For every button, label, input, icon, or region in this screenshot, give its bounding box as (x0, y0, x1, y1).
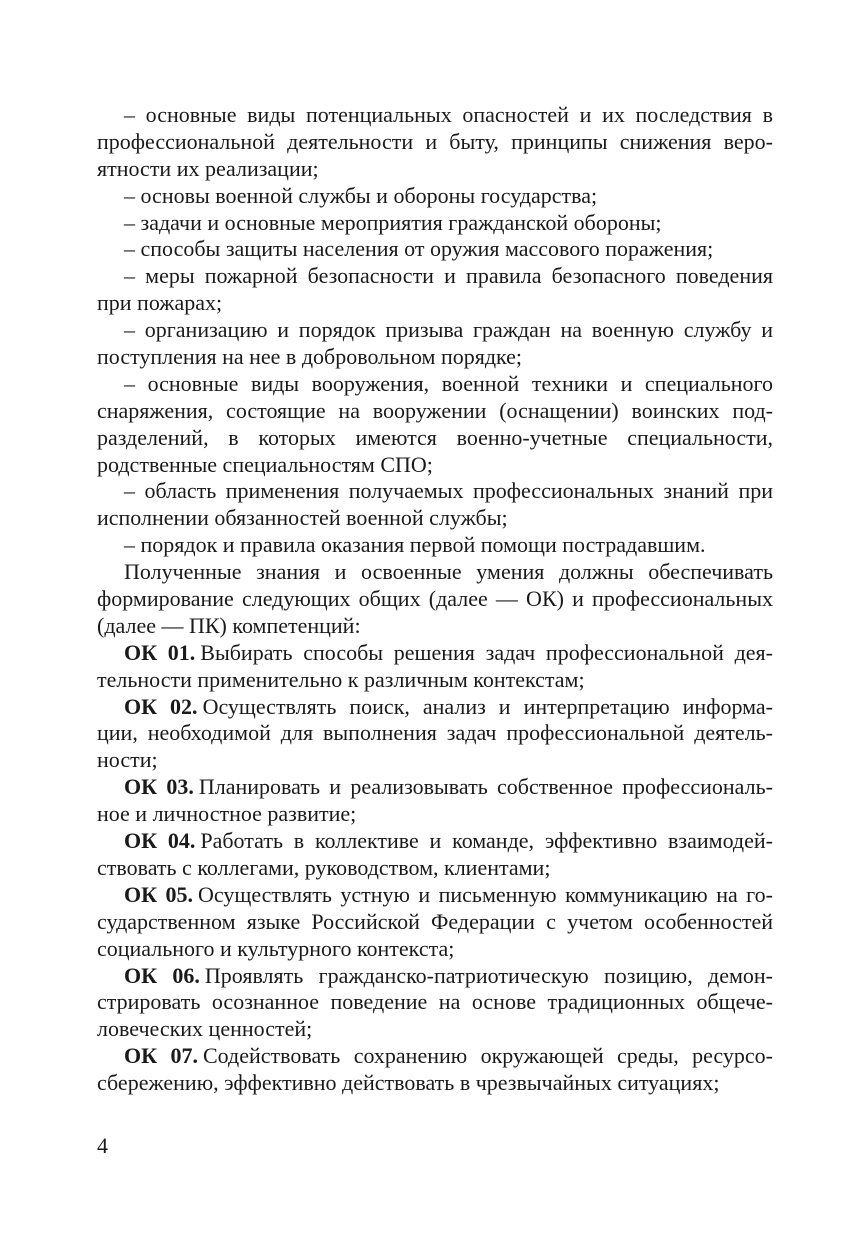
text-line (97, 236, 773, 263)
competency-paragraph (97, 694, 773, 775)
text-line (97, 667, 773, 694)
text-line (97, 720, 773, 747)
paragraph (97, 236, 773, 263)
line-text: Работать в коллективе и команде, эффективно взаимодей- (200, 828, 773, 854)
line-text: стрировать осознанное поведение на основе традиционных общече- (97, 989, 773, 1015)
page-number: 4 (97, 1133, 108, 1158)
text-line (97, 263, 773, 290)
text-line (97, 694, 773, 721)
line-text: – основные виды вооружения, военной техники и специального (124, 370, 773, 396)
competency-paragraph (97, 963, 773, 1044)
text-line (97, 882, 773, 909)
paragraph (97, 559, 773, 640)
text-line (97, 183, 773, 210)
text-line (97, 344, 773, 371)
line-text: ятности их реализации; (97, 155, 319, 181)
text-line (97, 371, 773, 398)
line-text: поступления на нее в добровольном порядке; (97, 344, 523, 370)
text-line (97, 156, 773, 183)
line-text: Выбирать способы решения задач профессиональной дея- (200, 639, 773, 665)
competency-paragraph (97, 882, 773, 963)
text-line (97, 505, 773, 532)
text-line (97, 828, 773, 855)
line-text: (далее — ПК) компетенций: (97, 612, 361, 638)
text-line (97, 425, 773, 452)
text-line (97, 1043, 773, 1070)
line-text: тельности применительно к различным контекстам; (97, 666, 585, 692)
text-line (97, 129, 773, 156)
line-text: – задачи и основные мероприятия гражданской обороны; (124, 209, 662, 235)
competency-paragraph (97, 774, 773, 828)
text-line (97, 398, 773, 425)
line-text: ции, необходимой для выполнения задач профессиональной деятель- (97, 720, 773, 746)
text-line (97, 747, 773, 774)
competency-code: ОК 03. (124, 774, 194, 800)
text-line (97, 1070, 773, 1097)
line-text: Осуществлять устную и письменную коммуникацию на го- (198, 881, 773, 907)
text-line (97, 640, 773, 667)
line-text: – основы военной службы и обороны государства; (124, 182, 598, 208)
text-line (97, 909, 773, 936)
text-line (97, 963, 773, 990)
text-line (97, 452, 773, 479)
text-line (97, 559, 773, 586)
line-text: сбережению, эффективно действовать в чрезвычайных ситуациях; (97, 1070, 720, 1096)
text-line (97, 855, 773, 882)
line-text: снаряжения, состоящие на вооружении (оснащении) воинских под- (97, 397, 773, 423)
line-text: Полученные знания и освоенные умения должны обеспечивать (124, 559, 773, 585)
paragraph (97, 478, 773, 532)
competency-code: ОК 02. (124, 693, 198, 719)
text-line (97, 478, 773, 505)
line-text: профессиональной деятельности и быту, принципы снижения веро- (97, 128, 773, 154)
text-line (97, 586, 773, 613)
paragraph (97, 371, 773, 479)
competency-code: ОК 06. (124, 962, 200, 988)
competency-paragraph (97, 640, 773, 694)
line-text: Осуществлять поиск, анализ и интерпретацию информа- (202, 693, 773, 719)
line-text: – порядок и правила оказания первой помощи пострадавшим. (124, 532, 706, 558)
paragraph (97, 532, 773, 559)
text-line (97, 613, 773, 640)
competency-paragraph (97, 1043, 773, 1097)
text-line (97, 317, 773, 344)
text-line (97, 1016, 773, 1043)
line-text: ствовать с коллегами, руководством, клиентами; (97, 854, 551, 880)
line-text: ловеческих ценностей; (97, 1016, 313, 1042)
line-text: – область применения получаемых профессиональных знаний при (124, 478, 773, 504)
line-text: ности; (97, 747, 158, 773)
competency-code: ОК 07. (124, 1043, 198, 1069)
text-line (97, 989, 773, 1016)
paragraph (97, 210, 773, 237)
line-text: ное и личностное развитие; (97, 801, 357, 827)
text-line (97, 210, 773, 237)
line-text: – способы защиты населения от оружия массового поражения; (124, 236, 714, 262)
competency-code: ОК 05. (124, 881, 194, 907)
line-text: – основные виды потенциальных опасностей и их последствия в (124, 102, 773, 127)
text-line (97, 936, 773, 963)
line-text: – меры пожарной безопасности и правила безопасного поведения (124, 263, 773, 289)
line-text: Проявлять гражданско-патриотическую позицию, демон- (204, 962, 773, 988)
page-body-text (97, 102, 773, 1097)
competency-code: ОК 01. (124, 639, 196, 665)
competency-paragraph (97, 828, 773, 882)
line-text: исполнении обязанностей военной службы; (97, 505, 508, 531)
text-line (97, 774, 773, 801)
line-text: – организацию и порядок призыва граждан на военную службу и (124, 317, 773, 343)
line-text: разделений, в которых имеются военно-учетные специальности, (97, 424, 773, 450)
line-text: при пожарах; (97, 290, 223, 316)
text-line (97, 102, 773, 129)
line-text: родственные специальностям СПО; (97, 451, 433, 477)
line-text: сударственном языке Российской Федерации с учетом особенностей (97, 908, 773, 934)
line-text: Планировать и реализовывать собственное профессиональ- (198, 774, 773, 800)
paragraph (97, 317, 773, 371)
line-text: формирование следующих общих (далее — ОК) и профессиональных (97, 586, 773, 612)
text-line (97, 290, 773, 317)
text-line (97, 532, 773, 559)
line-text: социального и культурного контекста; (97, 935, 455, 961)
paragraph (97, 263, 773, 317)
competency-code: ОК 04. (124, 828, 196, 854)
text-line (97, 801, 773, 828)
line-text: Содействовать сохранению окружающей среды, ресурсо- (202, 1043, 773, 1069)
paragraph (97, 183, 773, 210)
paragraph (97, 102, 773, 183)
